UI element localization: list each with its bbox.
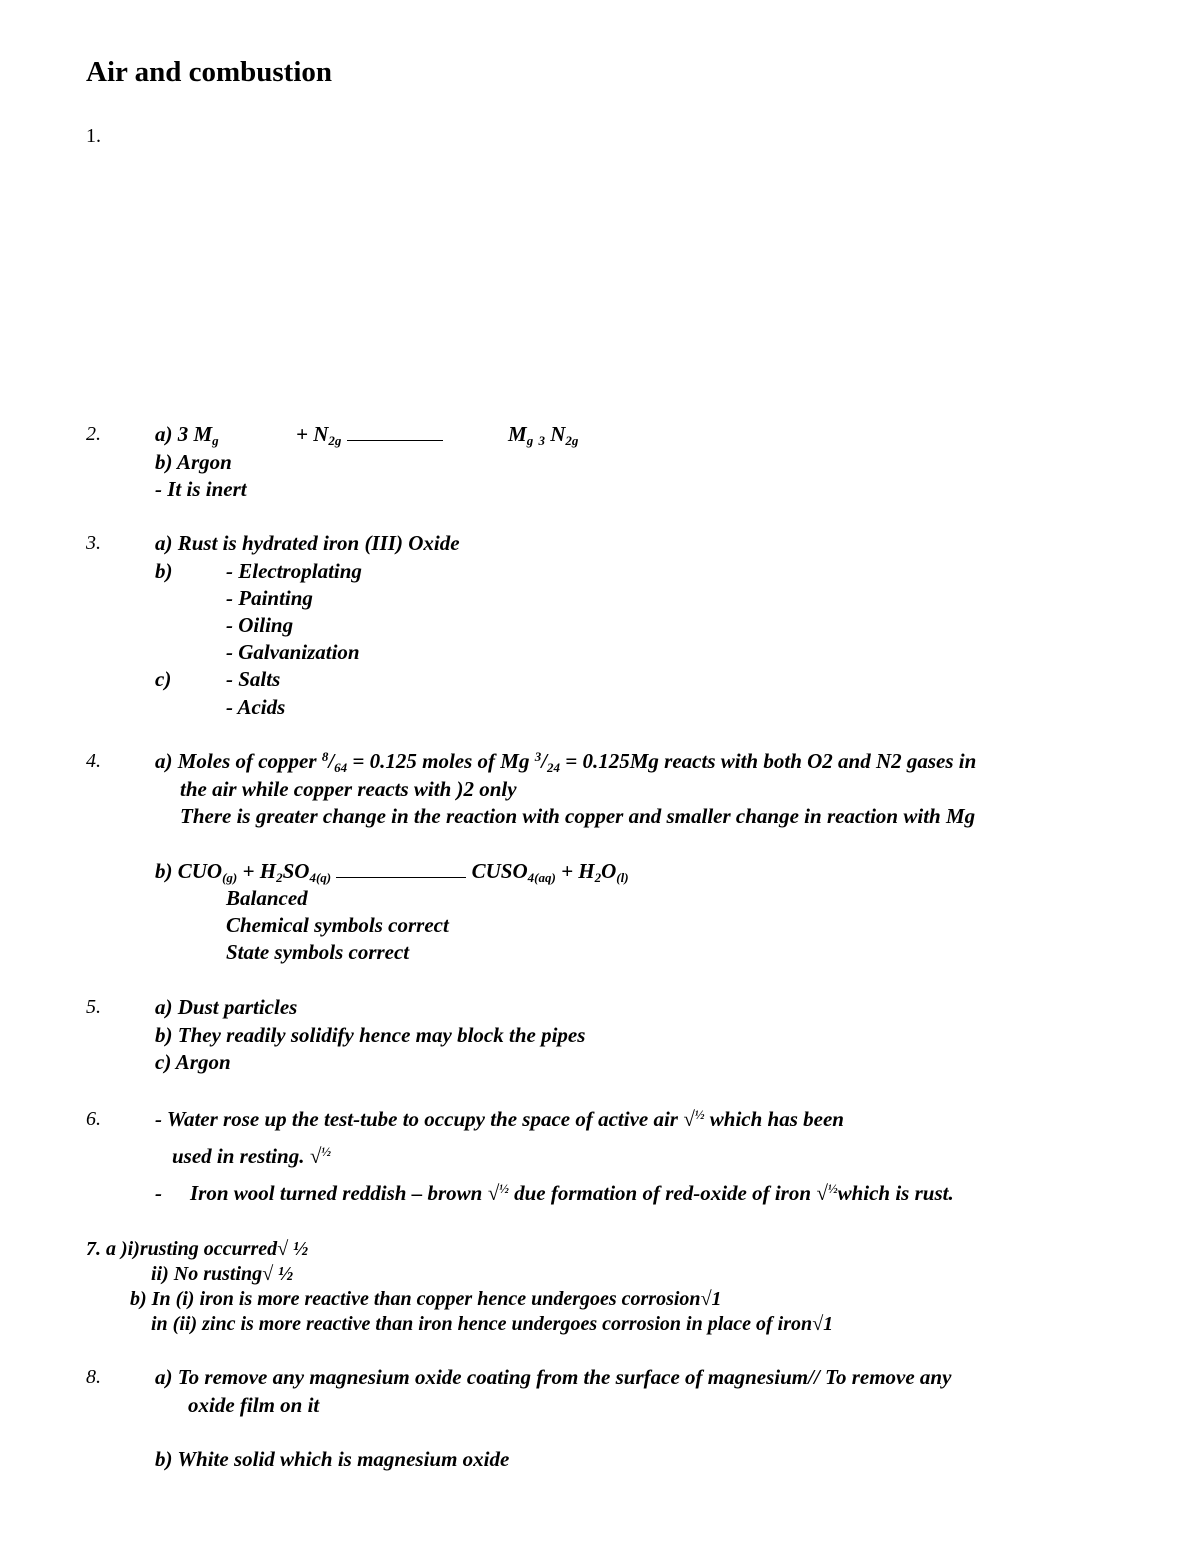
q5-answer: c) Argon: [155, 1050, 231, 1074]
q4-eq-part: SO: [282, 859, 310, 883]
q4-eq-sub: 2: [594, 870, 602, 885]
q6-line-1: [155, 1107, 844, 1132]
q5-answer: b) They readily solidify hence may block the pipes: [155, 1023, 586, 1047]
q4-fraction-slash-1: /: [328, 749, 335, 773]
q4-b-note: Chemical symbols correct: [226, 913, 449, 937]
q3-b-item: - Galvanization: [226, 640, 360, 664]
q6-text: which is rust.: [837, 1181, 954, 1205]
tick-icon: √: [683, 1107, 695, 1131]
q6-mark: ½: [827, 1181, 838, 1196]
q2-answer-b-reason: - It is inert: [155, 477, 247, 501]
q7-b-line-2: in (ii) zinc is more reactive than iron hence undergoes corrosion in place of iron√1: [151, 1313, 834, 1335]
q3-c-label: c): [155, 667, 172, 691]
q6-text: Iron wool turned reddish – brown: [190, 1181, 488, 1205]
q3-answer-a: a) Rust is hydrated iron (III) Oxide: [155, 531, 460, 555]
q2-equation: [155, 422, 219, 449]
q4-fraction-slash-2: /: [541, 749, 548, 773]
q3-c-item: - Acids: [226, 695, 286, 719]
q6-mark: ½: [499, 1181, 509, 1196]
q4-answer-a-line1: [155, 749, 976, 776]
q4-a-text-2: = 0.125 moles of Mg: [347, 749, 535, 773]
question-4-number: 4.: [86, 750, 101, 772]
q6-text: used in resting.: [172, 1144, 310, 1168]
q6-mark: ½: [321, 1144, 331, 1159]
q6-text: which has been: [704, 1107, 844, 1131]
q2-product-n: N: [550, 422, 566, 446]
q6-text: due formation of red-oxide of iron: [508, 1181, 817, 1205]
q4-eq-state: (g): [222, 870, 238, 885]
q4-b-note: State symbols correct: [226, 940, 410, 964]
question-5-number: 5.: [86, 996, 101, 1018]
question-1-number: 1.: [86, 125, 101, 147]
q4-arrow-line: [336, 859, 466, 878]
question-8-number: 8.: [86, 1366, 101, 1388]
q4-eq-part: + H: [555, 859, 595, 883]
q4-eq-state: 4(q): [309, 870, 332, 885]
q6-line-2: [172, 1144, 331, 1169]
tick-icon: √: [309, 1144, 322, 1168]
q4-b-note: Balanced: [226, 886, 308, 910]
q2-product-mg: M: [508, 422, 527, 446]
q4-equation-b: [155, 859, 629, 886]
q4-fraction-num-1: 8: [321, 749, 329, 764]
q4-fraction-num-2: 3: [534, 749, 542, 764]
q6-line-3-dash: -: [155, 1181, 162, 1205]
q2-equation-n2: [296, 422, 443, 449]
q4-a-text-1: a) Moles of copper: [155, 749, 322, 773]
q4-answer-a-line2: the air while copper reacts with )2 only: [180, 777, 517, 801]
q2-reactant-mg: a) 3 M: [155, 422, 213, 446]
q2-product: [508, 422, 578, 449]
q4-fraction-den-2: 24: [547, 760, 561, 775]
q2-sub-2: 2: [328, 433, 335, 448]
q2-state-1: g: [212, 433, 219, 448]
q4-eq-part: b) CUO: [155, 859, 223, 883]
q3-b-item: - Electroplating: [226, 559, 362, 583]
q4-fraction-den-1: 64: [334, 760, 348, 775]
q7-a-line-2: ii) No rusting√ ½: [151, 1263, 294, 1285]
question-6-number: 6.: [86, 1108, 101, 1130]
tick-icon: √: [816, 1181, 828, 1205]
q3-c-item: - Salts: [226, 667, 281, 691]
q7-a-line-1: 7. a )i)rusting occurred√ ½: [86, 1238, 309, 1260]
q4-eq-part: O: [601, 859, 617, 883]
question-3-number: 3.: [86, 532, 101, 554]
q2-reactant-n2: + N: [296, 422, 329, 446]
q7-b-line-1: b) In (i) iron is more reactive than copper hence undergoes corrosion√1: [130, 1288, 722, 1310]
q2-arrow-line: [347, 422, 443, 441]
q6-line-3: [190, 1181, 954, 1206]
q4-eq-sub: 2: [276, 870, 283, 885]
q3-b-item: - Oiling: [226, 613, 294, 637]
q4-answer-a-line3: There is greater change in the reaction with copper and smaller change in reaction with Mg: [180, 804, 976, 828]
q2-state-2: g: [334, 433, 342, 448]
q2-answer-b: b) Argon: [155, 450, 232, 474]
q2-sub-4: 2: [565, 433, 572, 448]
q2-sub-3: 3: [538, 433, 545, 448]
q4-a-text-3: = 0.125Mg reacts with both O2 and N2 gases in: [560, 749, 977, 773]
q2-state-3: g: [526, 433, 534, 448]
tick-icon: √: [487, 1181, 500, 1205]
q8-answer-b: b) White solid which is magnesium oxide: [155, 1447, 510, 1471]
q6-mark: ½: [694, 1107, 705, 1122]
q6-text: - Water rose up the test-tube to occupy the space of active air: [155, 1107, 684, 1131]
q4-eq-state: 4(aq): [527, 870, 556, 885]
q3-b-item: - Painting: [226, 586, 313, 610]
q4-eq-part: + H: [237, 859, 277, 883]
q2-state-4: g: [571, 433, 579, 448]
q5-answer: a) Dust particles: [155, 995, 298, 1019]
q3-b-label: b): [155, 559, 173, 583]
q4-eq-part: CUSO: [471, 859, 528, 883]
q8-answer-a-line2: oxide film on it: [188, 1393, 320, 1417]
question-2-number: 2.: [86, 423, 101, 445]
q4-eq-state: (l): [616, 870, 629, 885]
page-title: Air and combustion: [86, 56, 333, 88]
q8-answer-a-line1: a) To remove any magnesium oxide coating from the surface of magnesium// To remove any: [155, 1365, 952, 1389]
